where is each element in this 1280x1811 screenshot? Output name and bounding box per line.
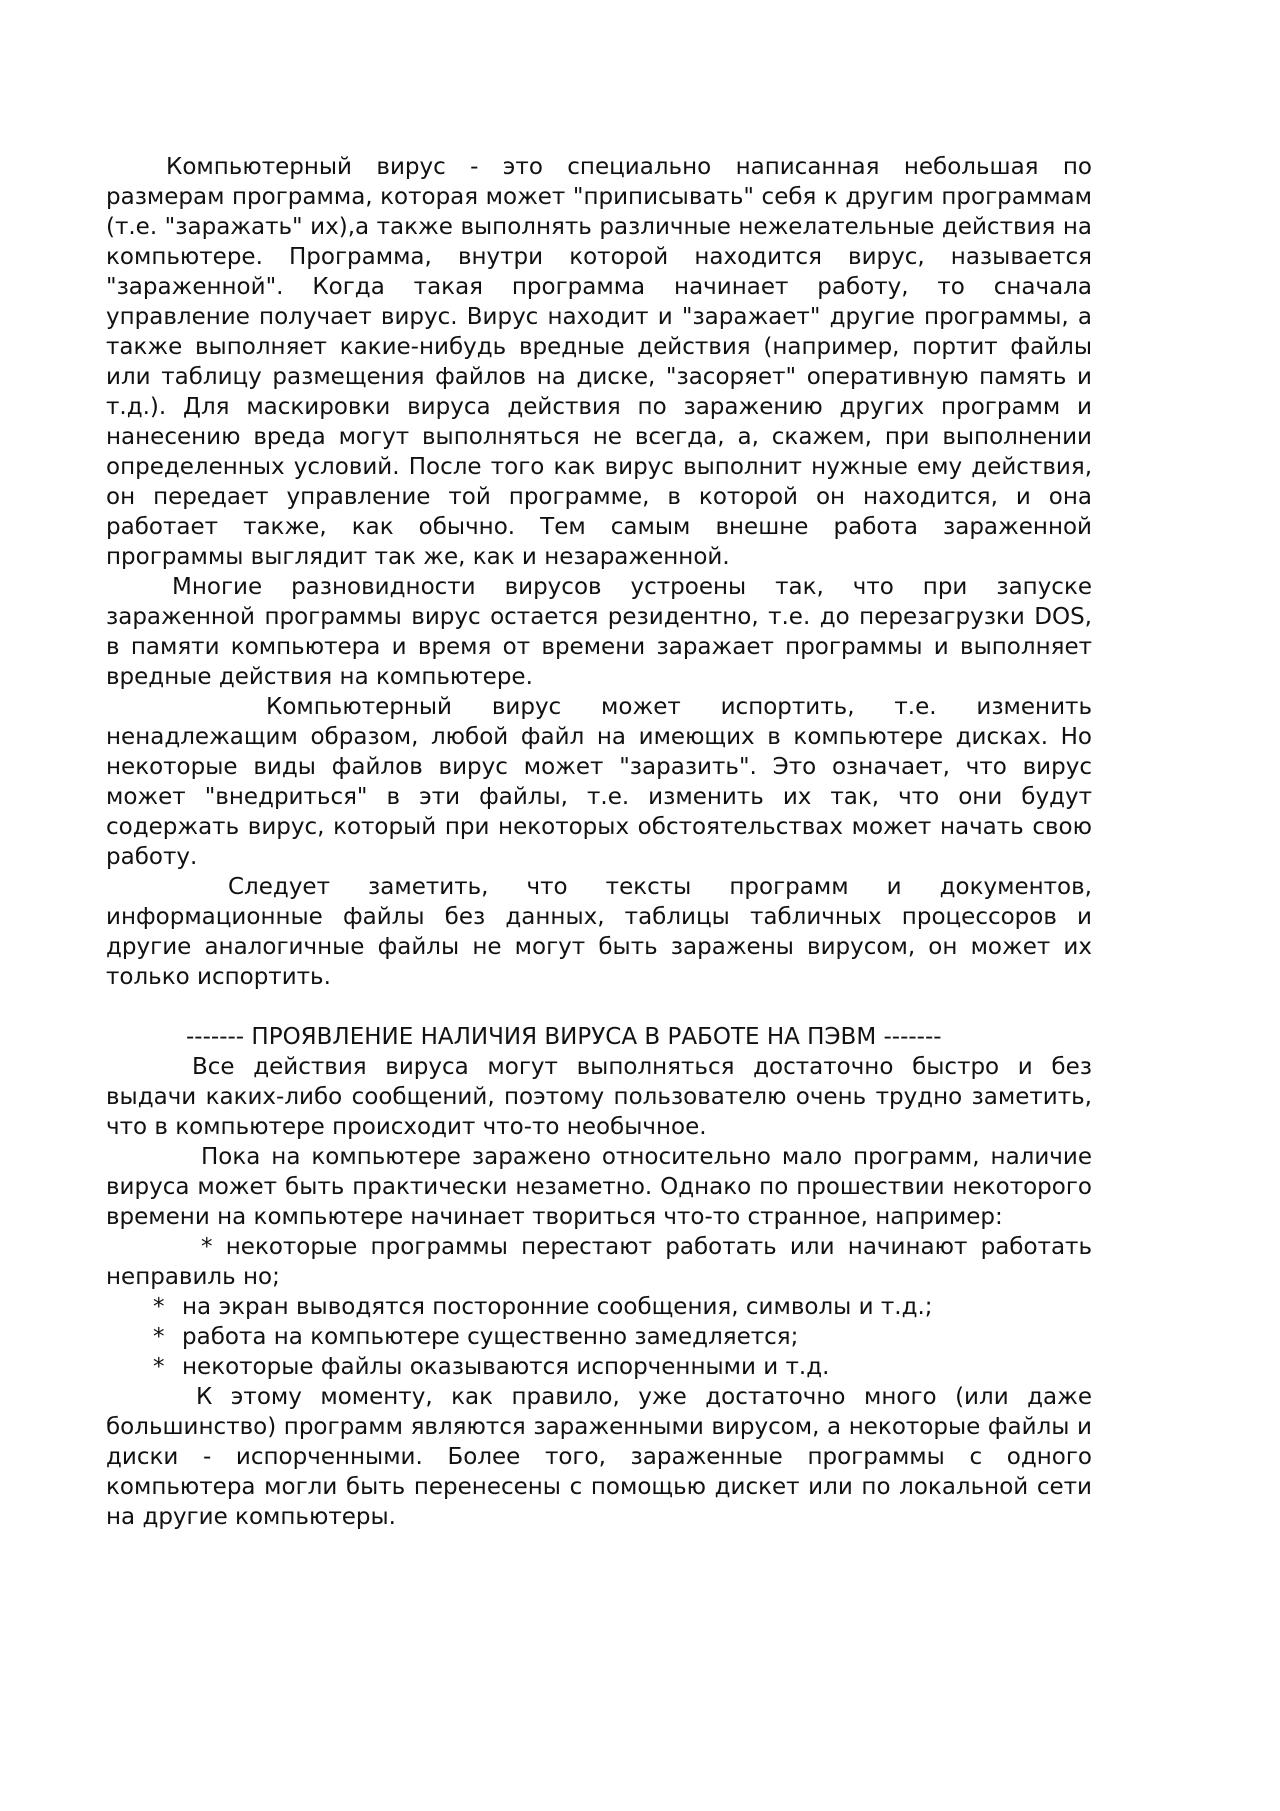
list-item-text: работа на компьютере существенно замедляется; (182, 1324, 799, 1350)
bullet-marker: * (153, 1354, 165, 1380)
list-item-text: на экран выводятся посторонние сообщения, символы и т.д.; (182, 1294, 933, 1320)
paragraph-file-damage: Компьютерный вирус может испортить, т.е. изменить ненадлежащим образом, любой файл на имеющих в компьютере дисках. Но некоторые виды файлов вирус может "заразить". Это означает, что вирус может "внедриться" в эти файлы, т.е. изменить их так, что они будут содержать вирус, который при некоторых обстоятельствах может начать свою работу. (106, 694, 1092, 870)
paragraph-uninfectable-files: Следует заметить, что тексты программ и документов, информационные файлы без данных, таблицы табличных процессоров и другие аналогичные файлы не могут быть заражены вирусом, он может их только испортить. (106, 874, 1092, 990)
paragraph-widespread-infection: К этому моменту, как правило, уже достаточно много (или даже большинство) программ являются зараженными вирусом, а некоторые файлы и диски - испорченными. Более того, зараженные программы с одного компьютера могли быть перенесены с помощью дискет или по локальной сети на другие компьютеры. (106, 1384, 1092, 1530)
list-item-text: некоторые файлы оказываются испорченными и т.д. (182, 1354, 830, 1380)
paragraph-virus-definition: Компьютерный вирус - это специально написанная небольшая по размерам программа, которая может "приписывать" себя к другим программам (т.е. "заражать" их),а также выполнять различные нежелательные действия на компьютере. Программа, внутри которой находится вирус, называется "зараженной". Когда такая программа начинает работу, то сначала управление получает вирус. Вирус находит и "заражает" другие программы, а также выполняет какие-нибудь вредные действия (например, портит файлы или таблицу размещения файлов на диске, "засоряет" оперативную память и т.д.). Для маскировки вируса действия по заражению других программ и нанесению вреда могут выполняться не всегда, а, скажем, при выполнении определенных условий. После того как вирус выполнит нужные ему действия, он передает управление той программе, в которой он находится, и она работает также, как обычно. Тем самым внешне работа зараженной программы выглядит так же, как и незараженной. (106, 154, 1092, 570)
paragraph-early-infection: Пока на компьютере заражено относительно мало программ, наличие вируса может быть практически незаметно. Однако по прошествии некоторого времени на компьютере начинает твориться что-то странное, например: (106, 1144, 1092, 1230)
list-item (106, 1292, 1092, 1322)
list-item (106, 1322, 1092, 1352)
paragraph-resident-viruses: Многие разновидности вирусов устроены так, что при запуске зараженной программы вирус остается резидентно, т.е. до перезагрузки DOS, в памяти компьютера и время от времени заражает программы и выполняет вредные действия на компьютере. (106, 574, 1092, 690)
section-heading: ------- ПРОЯВЛЕНИЕ НАЛИЧИЯ ВИРУСА В РАБОТЕ НА ПЭВМ ------- (186, 1024, 942, 1050)
list-item (106, 1352, 1092, 1382)
bullet-marker: * (153, 1294, 165, 1320)
list-item: * некоторые программы перестают работать или начинают работать неправиль но; (106, 1234, 1092, 1290)
paragraph-virus-actions: Все действия вируса могут выполняться достаточно быстро и без выдачи каких-либо сообщений, поэтому пользователю очень трудно заметить, что в компьютере происходит что-то необычное. (106, 1054, 1092, 1140)
blank-line (106, 992, 1092, 1022)
bullet-marker: * (153, 1324, 165, 1350)
document-page (106, 152, 1092, 1532)
